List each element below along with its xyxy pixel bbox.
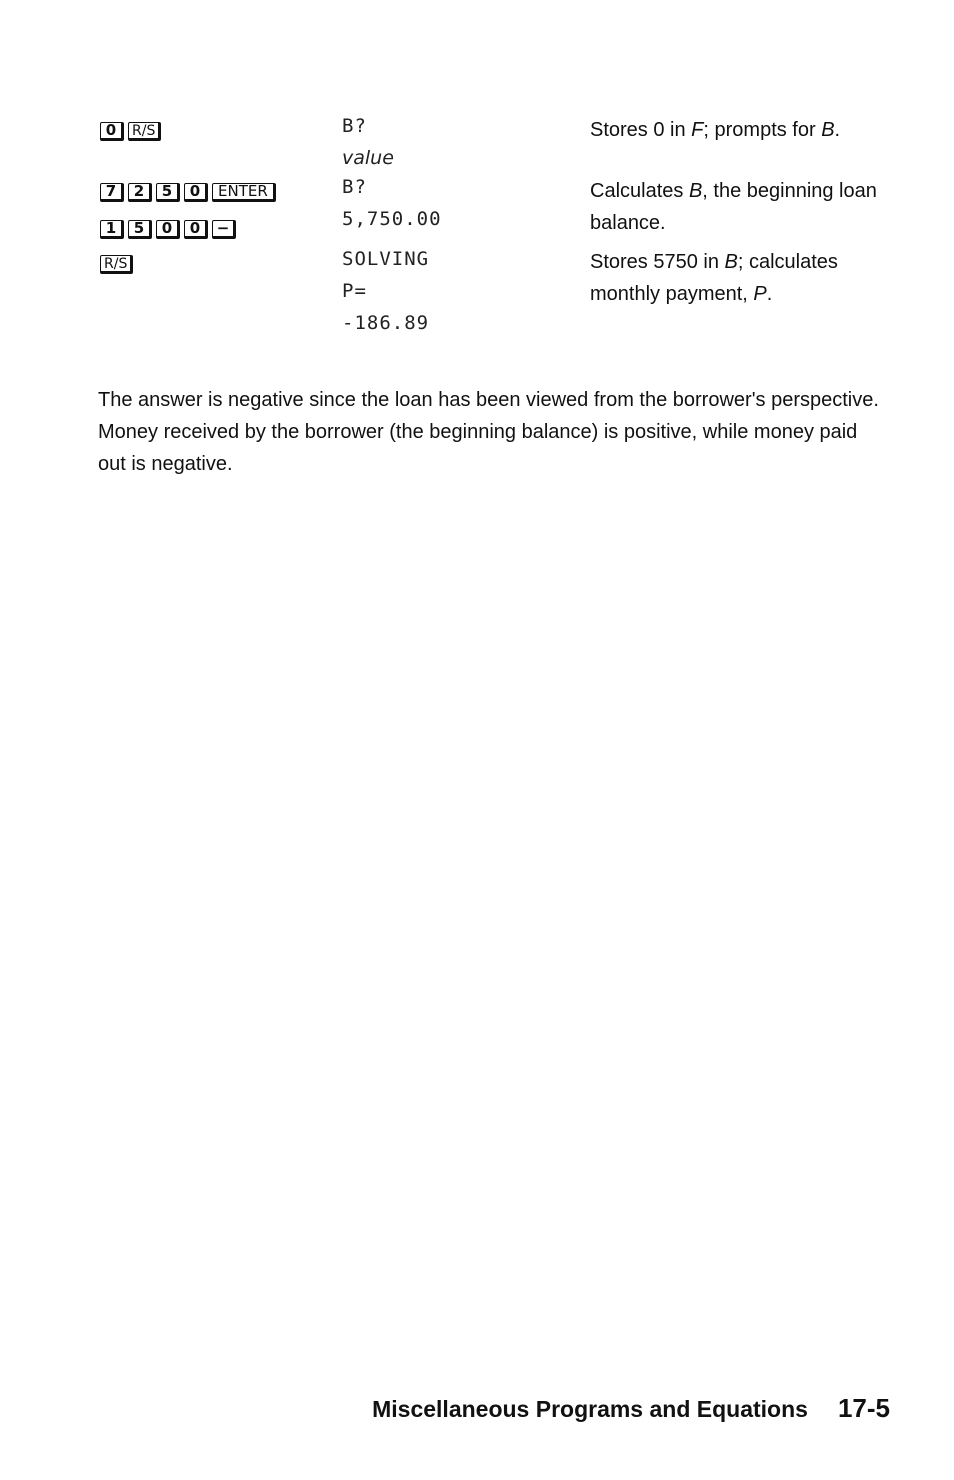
display-line: B? (342, 176, 367, 198)
key-run-stop: R/S (128, 122, 161, 141)
key-5: 5 (128, 220, 152, 239)
desc-text: . (766, 283, 773, 305)
desc-variable: B (724, 251, 738, 273)
row-description (590, 114, 890, 146)
explanation-paragraph: The answer is negative since the loan has been viewed from the borrower's perspective. Money received by the borrower (the beginning balance) is positive, while money paid out is negative. (98, 389, 879, 475)
key-0: 0 (156, 220, 180, 239)
key-run-stop: R/S (100, 255, 133, 274)
key-5: 5 (156, 183, 180, 202)
page-footer (372, 1393, 890, 1424)
row-description (590, 175, 890, 239)
display-line: -186.89 (342, 312, 430, 334)
calculator-display (342, 243, 429, 339)
desc-text: Calculates (590, 180, 689, 202)
keystroke-sequence-line-2 (100, 220, 236, 239)
key-0: 0 (100, 122, 124, 141)
calculator-display (342, 171, 442, 235)
page-number: 17-5 (837, 1393, 890, 1423)
key-7: 7 (100, 183, 124, 202)
desc-text: ; calculates monthly payment, (590, 251, 838, 305)
desc-variable: F (691, 119, 704, 141)
display-line: 5,750.00 (342, 208, 442, 230)
desc-text: , the beginning loan balance. (590, 180, 877, 234)
display-value-placeholder: value (342, 147, 394, 169)
row-description (590, 246, 890, 310)
display-line: P= (342, 280, 367, 302)
key-0: 0 (184, 183, 208, 202)
display-line: B? (342, 115, 367, 137)
calculator-display (342, 110, 394, 174)
desc-text: . (834, 119, 841, 141)
key-2: 2 (128, 183, 152, 202)
key-0: 0 (184, 220, 208, 239)
display-line: SOLVING (342, 248, 430, 270)
keystroke-sequence (100, 255, 133, 274)
key-minus: − (212, 220, 236, 239)
desc-text: Stores 5750 in (590, 251, 725, 273)
desc-text: ; prompts for (703, 119, 822, 141)
keystroke-sequence-line-1 (100, 183, 276, 202)
key-1: 1 (100, 220, 124, 239)
keystroke-sequence (100, 122, 161, 141)
desc-variable: B (688, 180, 703, 202)
section-title: Miscellaneous Programs and Equations (372, 1396, 808, 1422)
desc-text: Stores 0 in (590, 119, 692, 141)
desc-variable: P (753, 283, 767, 305)
key-enter: ENTER (212, 183, 276, 202)
desc-variable: B (821, 119, 835, 141)
